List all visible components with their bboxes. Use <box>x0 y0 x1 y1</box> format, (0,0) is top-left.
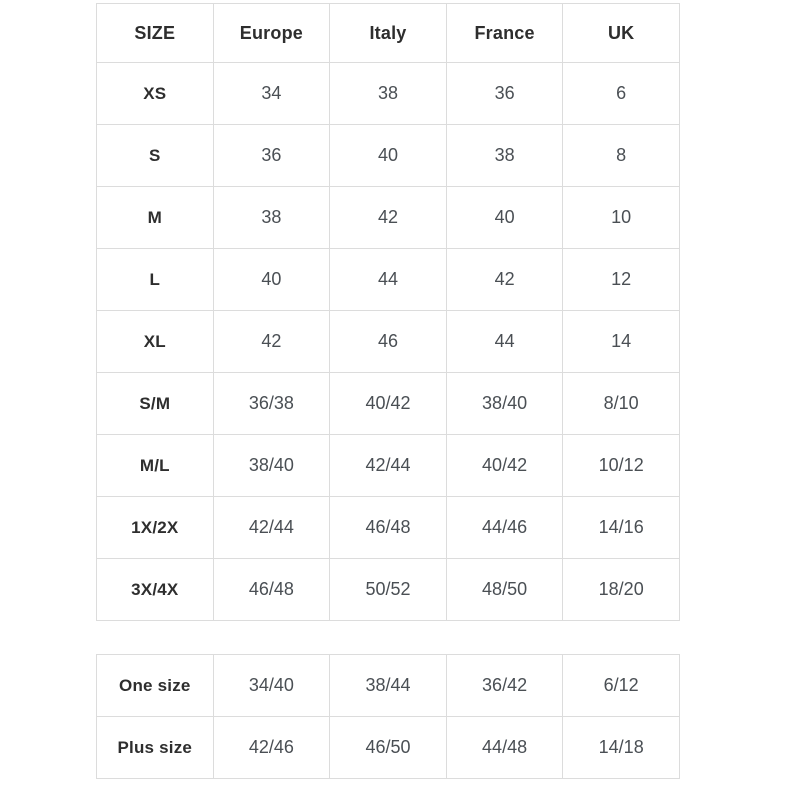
size-value-cell: 40/42 <box>446 435 563 497</box>
size-value-cell: 42/44 <box>213 497 330 559</box>
size-value-cell: 46/50 <box>330 717 447 779</box>
size-value-cell: 38 <box>446 125 563 187</box>
size-value-cell: 42 <box>213 311 330 373</box>
size-value-cell: 14/16 <box>563 497 680 559</box>
size-value-cell: 34/40 <box>213 655 330 717</box>
size-label-cell: M/L <box>97 435 214 497</box>
size-value-cell: 44 <box>446 311 563 373</box>
size-value-cell: 38 <box>330 63 447 125</box>
size-value-cell: 36 <box>446 63 563 125</box>
size-value-cell: 10 <box>563 187 680 249</box>
size-label-cell: Plus size <box>97 717 214 779</box>
size-label-cell: 3X/4X <box>97 559 214 621</box>
size-value-cell: 40 <box>446 187 563 249</box>
size-value-cell: 40/42 <box>330 373 447 435</box>
size-value-cell: 40 <box>213 249 330 311</box>
table-row-m <box>97 187 680 249</box>
header-row <box>97 4 680 63</box>
size-value-cell: 38/40 <box>213 435 330 497</box>
size-value-cell: 38/40 <box>446 373 563 435</box>
size-table-body <box>97 63 680 621</box>
size-value-cell: 42/44 <box>330 435 447 497</box>
table-row-plus-size <box>97 717 680 779</box>
size-value-cell: 46/48 <box>330 497 447 559</box>
tables-container <box>96 3 680 779</box>
size-value-cell: 6 <box>563 63 680 125</box>
size-value-cell: 8/10 <box>563 373 680 435</box>
size-value-cell: 44/48 <box>446 717 563 779</box>
size-value-cell: 18/20 <box>563 559 680 621</box>
table-row-s <box>97 125 680 187</box>
size-value-cell: 44/46 <box>446 497 563 559</box>
size-value-cell: 34 <box>213 63 330 125</box>
size-value-cell: 10/12 <box>563 435 680 497</box>
size-value-cell: 46 <box>330 311 447 373</box>
size-value-cell: 46/48 <box>213 559 330 621</box>
size-label-cell: One size <box>97 655 214 717</box>
table-row-xs <box>97 63 680 125</box>
size-label-cell: S/M <box>97 373 214 435</box>
size-value-cell: 14/18 <box>563 717 680 779</box>
table-row-s-m <box>97 373 680 435</box>
size-label-cell: S <box>97 125 214 187</box>
size-label-cell: M <box>97 187 214 249</box>
column-header-uk: UK <box>563 4 680 63</box>
size-label-cell: 1X/2X <box>97 497 214 559</box>
size-value-cell: 36/38 <box>213 373 330 435</box>
size-value-cell: 42 <box>446 249 563 311</box>
size-value-cell: 38 <box>213 187 330 249</box>
size-label-cell: XL <box>97 311 214 373</box>
column-header-france: France <box>446 4 563 63</box>
size-value-cell: 42/46 <box>213 717 330 779</box>
size-value-cell: 14 <box>563 311 680 373</box>
size-value-cell: 38/44 <box>330 655 447 717</box>
size-value-cell: 44 <box>330 249 447 311</box>
size-value-cell: 6/12 <box>563 655 680 717</box>
size-table-header <box>97 4 680 63</box>
table-row-3x-4x <box>97 559 680 621</box>
column-header-italy: Italy <box>330 4 447 63</box>
size-value-cell: 36/42 <box>446 655 563 717</box>
size-value-cell: 42 <box>330 187 447 249</box>
table-row-xl <box>97 311 680 373</box>
size-value-cell: 50/52 <box>330 559 447 621</box>
size-value-cell: 40 <box>330 125 447 187</box>
size-label-cell: L <box>97 249 214 311</box>
table-row-1x-2x <box>97 497 680 559</box>
size-value-cell: 8 <box>563 125 680 187</box>
size-value-cell: 12 <box>563 249 680 311</box>
table-row-m-l <box>97 435 680 497</box>
secondary-table-body <box>97 655 680 779</box>
column-header-europe: Europe <box>213 4 330 63</box>
table-row-one-size <box>97 655 680 717</box>
column-header-size: SIZE <box>97 4 214 63</box>
size-value-cell: 48/50 <box>446 559 563 621</box>
size-value-cell: 36 <box>213 125 330 187</box>
size-label-cell: XS <box>97 63 214 125</box>
table-row-l <box>97 249 680 311</box>
one-size-plus-size-table <box>96 654 680 779</box>
size-conversion-table <box>96 3 680 621</box>
